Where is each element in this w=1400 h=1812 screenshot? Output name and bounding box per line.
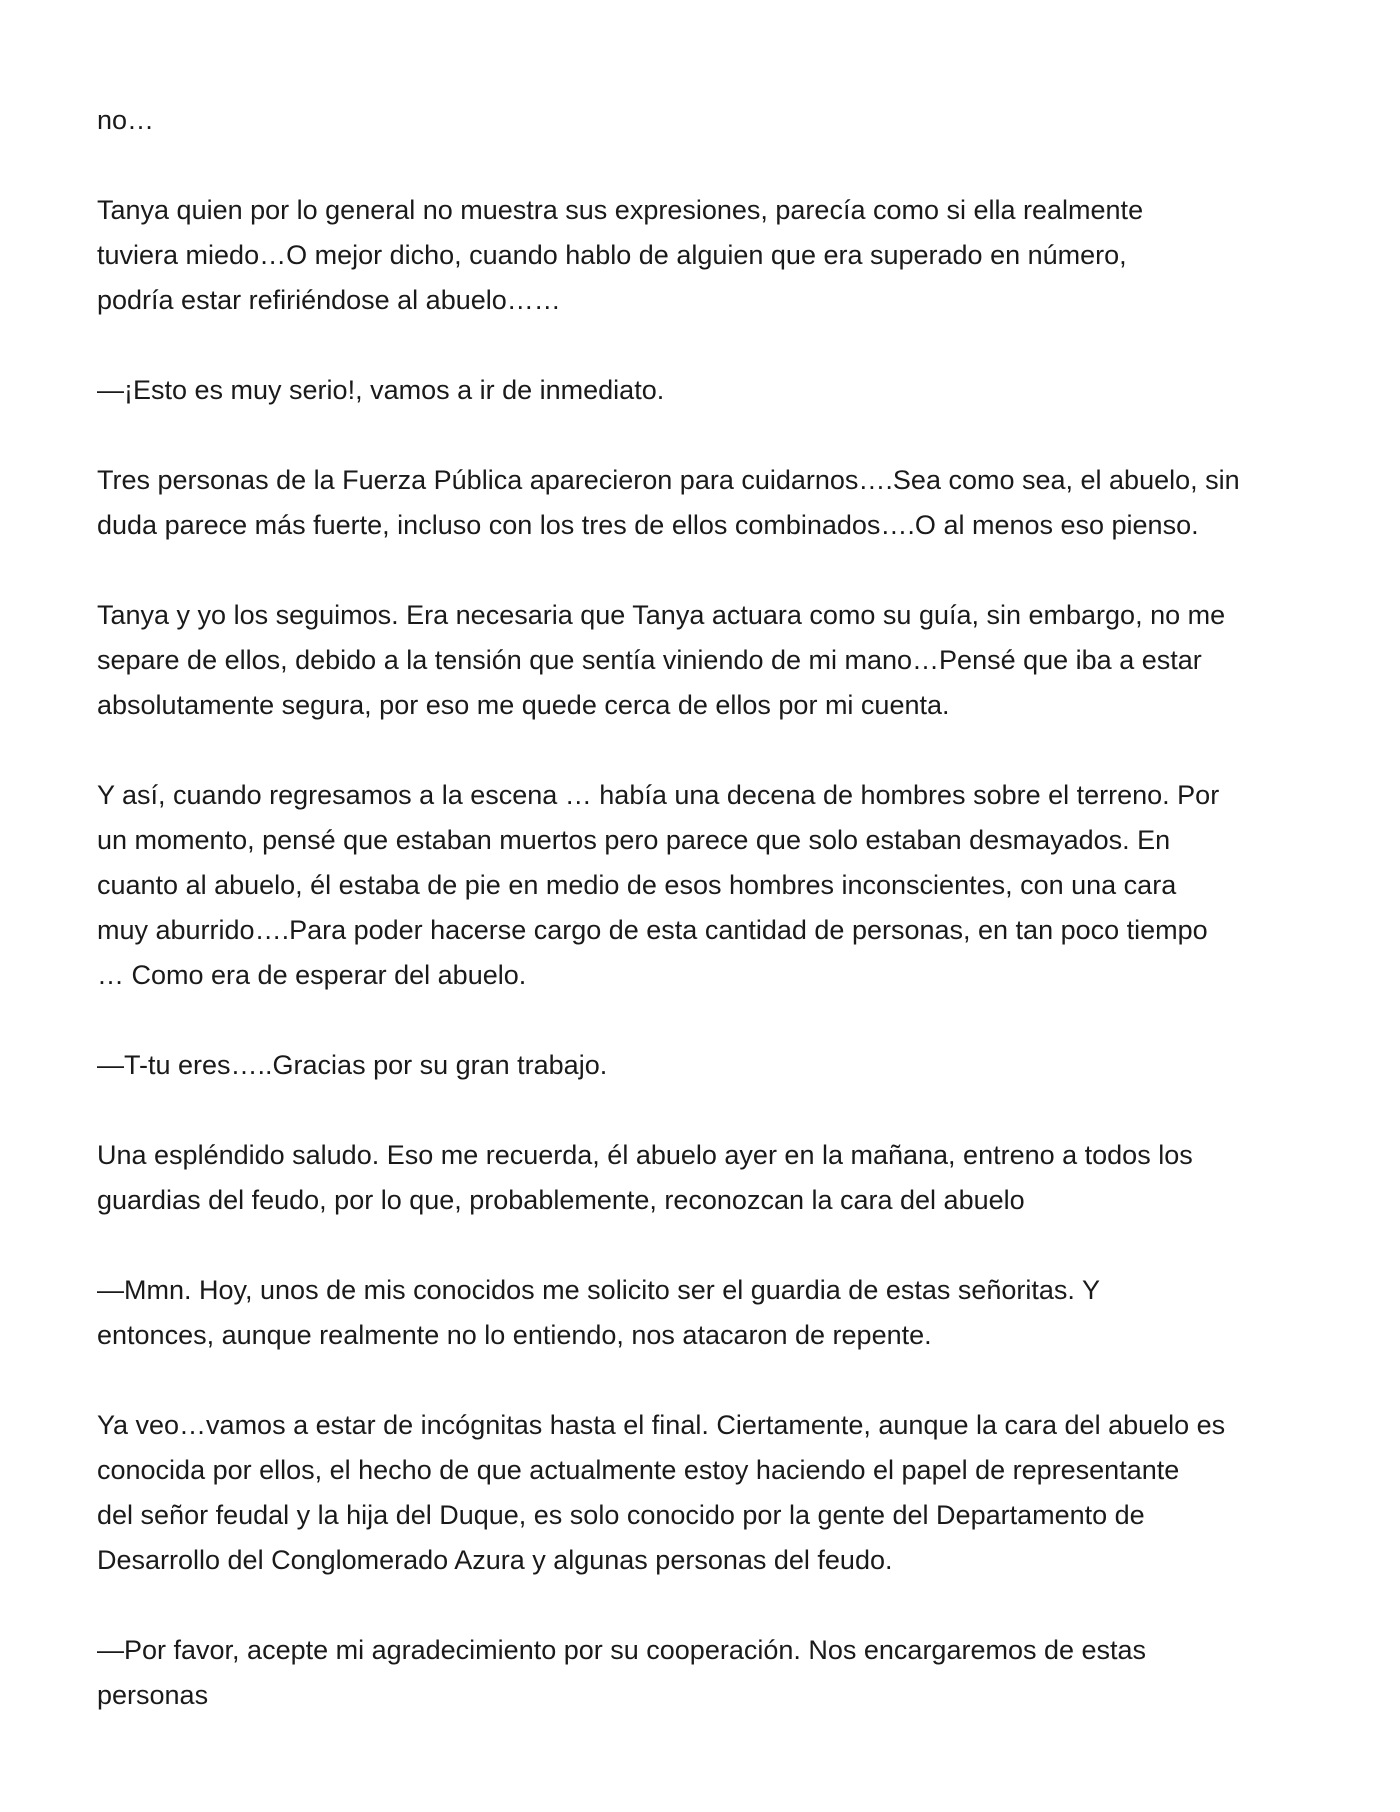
paragraph [97,188,1317,323]
paragraph [97,458,1317,548]
text-line: Tanya y yo los seguimos. Era necesaria que Tanya actuara como su guía, sin embargo, no me [97,600,1226,630]
paragraph [97,368,1317,413]
text-line: cuanto al abuelo, él estaba de pie en medio de esos hombres inconscientes, con una cara [97,870,1177,900]
paragraph [97,773,1317,998]
text-line: Una espléndido saludo. Eso me recuerda, él abuelo ayer en la mañana, entreno a todos los [97,1140,1193,1170]
text-line: Ya veo…vamos a estar de incógnitas hasta el final. Ciertamente, aunque la cara del abuelo es [97,1410,1226,1440]
text-line: Tres personas de la Fuerza Pública aparecieron para cuidarnos….Sea como sea, el abuelo, sin [97,465,1240,495]
text-line: absolutamente segura, por eso me quede cerca de ellos por mi cuenta. [97,690,950,720]
text-line: del señor feudal y la hija del Duque, es solo conocido por la gente del Departamento de [97,1500,1145,1530]
paragraph [97,1403,1317,1583]
paragraph [97,1043,1317,1088]
text-line: un momento, pensé que estaban muertos pero parece que solo estaban desmayados. En [97,825,1171,855]
text-line: separe de ellos, debido a la tensión que sentía viniendo de mi mano…Pensé que iba a estar [97,645,1202,675]
paragraph [97,1628,1317,1718]
text-line: —T-tu eres…..Gracias por su gran trabajo. [97,1050,608,1080]
text-line: podría estar refiriéndose al abuelo…… [97,285,561,315]
text-line: Desarrollo del Conglomerado Azura y algunas personas del feudo. [97,1545,893,1575]
text-line: duda parece más fuerte, incluso con los tres de ellos combinados….O al menos eso pienso. [97,510,1199,540]
text-line: Y así, cuando regresamos a la escena … había una decena de hombres sobre el terreno. Por [97,780,1220,810]
paragraph [97,593,1317,728]
paragraph [97,98,1317,143]
text-line: personas [97,1680,209,1710]
text-line: muy aburrido….Para poder hacerse cargo de esta cantidad de personas, en tan poco tiempo [97,915,1208,945]
text-line: —Mmn. Hoy, unos de mis conocidos me solicito ser el guardia de estas señoritas. Y [97,1275,1100,1305]
text-line: —Por favor, acepte mi agradecimiento por su cooperación. Nos encargaremos de estas [97,1635,1147,1665]
text-line: tuviera miedo…O mejor dicho, cuando hablo de alguien que era superado en número, [97,240,1127,270]
text-line: conocida por ellos, el hecho de que actualmente estoy haciendo el papel de representante [97,1455,1180,1485]
paragraph [97,1133,1317,1223]
text-line: —¡Esto es muy serio!, vamos a ir de inmediato. [97,375,665,405]
text-line: Tanya quien por lo general no muestra sus expresiones, parecía como si ella realmente [97,195,1144,225]
document-page [97,98,1317,1763]
text-line: … Como era de esperar del abuelo. [97,960,527,990]
text-line: no… [97,105,155,135]
text-line: guardias del feudo, por lo que, probablemente, reconozcan la cara del abuelo [97,1185,1025,1215]
paragraph [97,1268,1317,1358]
text-line: entonces, aunque realmente no lo entiendo, nos atacaron de repente. [97,1320,932,1350]
